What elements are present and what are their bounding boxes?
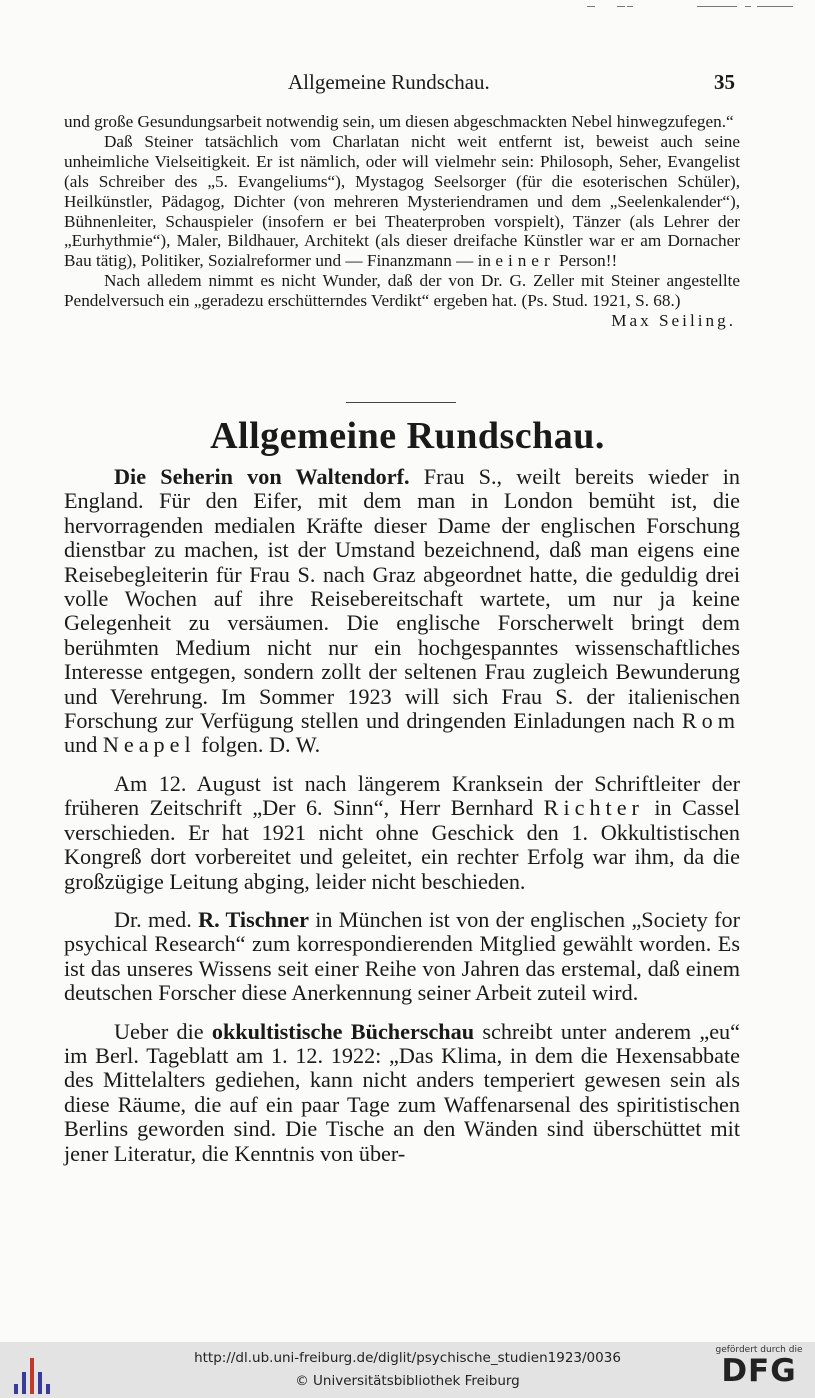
spaced-word: Rom: [681, 708, 740, 734]
scan-edge-marks: [587, 2, 797, 10]
source-url-link[interactable]: http://dl.ub.uni-freiburg.de/diglit/psychische_studien1923/0036: [194, 1350, 621, 1366]
article-body: [64, 465, 740, 1166]
spaced-word: Richter: [543, 795, 644, 821]
previous-article-end: [64, 112, 740, 331]
dfg-wordmark: DFG: [721, 1353, 797, 1389]
viewer-footer: [0, 1342, 815, 1398]
copyright-text: © Universitätsbibliothek Freiburg: [295, 1373, 520, 1389]
page-number: 35: [714, 70, 735, 94]
news-item: Am 12. August ist nach längerem Kranksein der Schriftleiter der früheren Zeitschrift „Der 6. Sinn“, Herr Bernhard Richter in Cassel verschieden. Er hat 1921 nicht ohne Geschick den 1. Okkultistischen Kongreß dort vorbereitet und geleitet, ein rechter Erfolg war ihm, da die großzügige Leitung abging, leider nicht beschieden.: [64, 770, 741, 894]
spaced-word: einer: [495, 251, 555, 271]
item-heading: okkultistische Bücherschau: [211, 1018, 475, 1044]
section-divider: [346, 402, 456, 403]
paragraph: Nach alledem nimmt es nicht Wunder, daß der von Dr. G. Zeller mit Steiner angestellte Pendelversuch ein „geradezu erschütterndes Verdikt“ ergeben hat. (Ps. Stud. 1921, S. 68.) Max Seiling.: [64, 271, 740, 331]
paragraph: und große Gesundungsarbeit notwendig sein, um diesen abgeschmackten Nebel hinwegzufegen.“: [64, 112, 734, 131]
news-item: Ueber die okkultistische Bücherschau schreibt unter anderem „eu“ im Berl. Tageblatt am 1. 12. 1922: „Das Klima, in dem die Hexensabbate des Mittelalters gediehen, kann nicht anders temperiert gewesen sein als diese Räume, die auf ein paar Tage zum Waffenarsenal des spiritistischen Berlins geworden sind. Die Tische an den Wänden sind überschüttet mit jener Literatur, die Kenntnis von über-: [64, 1018, 740, 1166]
author-signature: Max Seiling.: [611, 311, 736, 331]
spaced-word: Neapel: [102, 732, 196, 758]
news-item: Dr. med. R. Tischner in München ist von der englischen „Society for psychical Research“ zum korrespondierenden Mitglied gewählt worden. Es ist das unseres Wissens seit einer Reihe von Jahren das erstemal, daß einem deutschen Forscher diese Anerkennung seiner Arbeit zuteil wird.: [64, 906, 740, 1006]
running-title: Allgemeine Rundschau.: [288, 70, 490, 94]
dfg-logo: [713, 1345, 805, 1387]
section-title: Allgemeine Rundschau.: [210, 415, 605, 457]
bold-name: R. Tischner: [198, 906, 309, 932]
news-item: Die Seherin von Waltendorf. Frau S., weilt bereits wieder in England. Für den Eifer, mit dem man in London bemüht ist, die hervorragenden medialen Kräfte dieser Dame der englischen Forschung dienstbar zu machen, ist der Umstand bezeichnend, daß man eigens eine Reisebegleiterin für Frau S. nach Graz abgeordnet hatte, die geduldig drei volle Wochen auf ihre Reisebereitschaft wartete, um nur ja keine Gelegenheit zu versäumen. Die englische Forscherwelt bringt dem berühmten Medium nicht nur ein hochgespanntes wissenschaftliches Interesse entgegen, sondern zollt der seltenen Frau zugleich Bewunderung und Verehrung. Im Sommer 1923 will sich Frau S. der italienischen Forschung zur Verfügung stellen und dringenden Einladungen nach Rom und Neapel folgen. D. W.: [64, 464, 741, 758]
item-heading: Die Seherin von Waltendorf.: [114, 464, 410, 489]
dfg-caption: gefördert durch die: [715, 1345, 803, 1355]
paragraph: Daß Steiner tatsächlich vom Charlatan nicht weit entfernt ist, beweist auch seine unheimliche Vielseitigkeit. Er ist nämlich, oder will vielmehr sein: Philosoph, Seher, Evangelist (als Schreiber des „5. Evangeliums“), Mystagog Seelsorger (für die esoterischen Schüler), Heilkünstler, Pädagog, Dichter (von mehreren Mysteriendramen und dem „Seelenkalender“), Bühnenleiter, Schauspieler (insofern er bei Theaterproben vorspielt), Tänzer (als Lehrer der „Eurhythmie“), Maler, Bildhauer, Architekt (als dieser dreifache Künstler war er am Dornacher Bau tätig), Politiker, Sozialreformer und — Finanzmann — in einer Person!!: [64, 131, 740, 271]
page-header: [64, 70, 735, 98]
